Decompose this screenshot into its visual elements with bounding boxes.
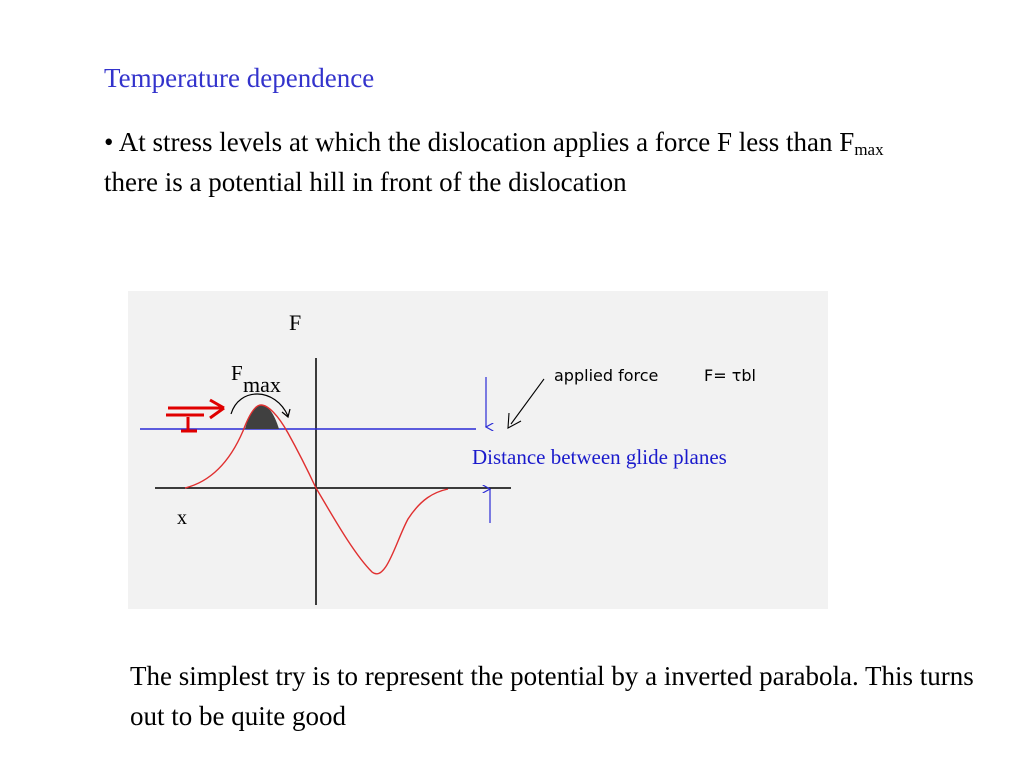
fmax-label-main: F: [231, 361, 243, 385]
bullet-symbol: •: [104, 127, 114, 157]
caption-paragraph: The simplest try is to represent the potential by a inverted parabola. This turns out to be quite good: [130, 661, 974, 731]
bullet-paragraph: [104, 122, 934, 202]
axis-label-x: x: [177, 507, 187, 529]
bullet-text-part1: At stress levels at which the dislocation applies a force F less than F: [113, 127, 855, 157]
axis-label-f: F: [289, 310, 302, 335]
applied-force-formula: F= τbl: [704, 366, 756, 385]
fmax-label-sub: max: [243, 372, 281, 397]
applied-force-label: applied force: [554, 366, 659, 385]
bullet-text-part2: there is a potential hill in front of the dislocation: [104, 167, 627, 197]
distance-label: Distance between glide planes: [472, 445, 727, 469]
potential-diagram: [128, 291, 828, 609]
bullet-subscript-max: max: [854, 140, 884, 159]
slide-heading: Temperature dependence: [104, 63, 375, 93]
